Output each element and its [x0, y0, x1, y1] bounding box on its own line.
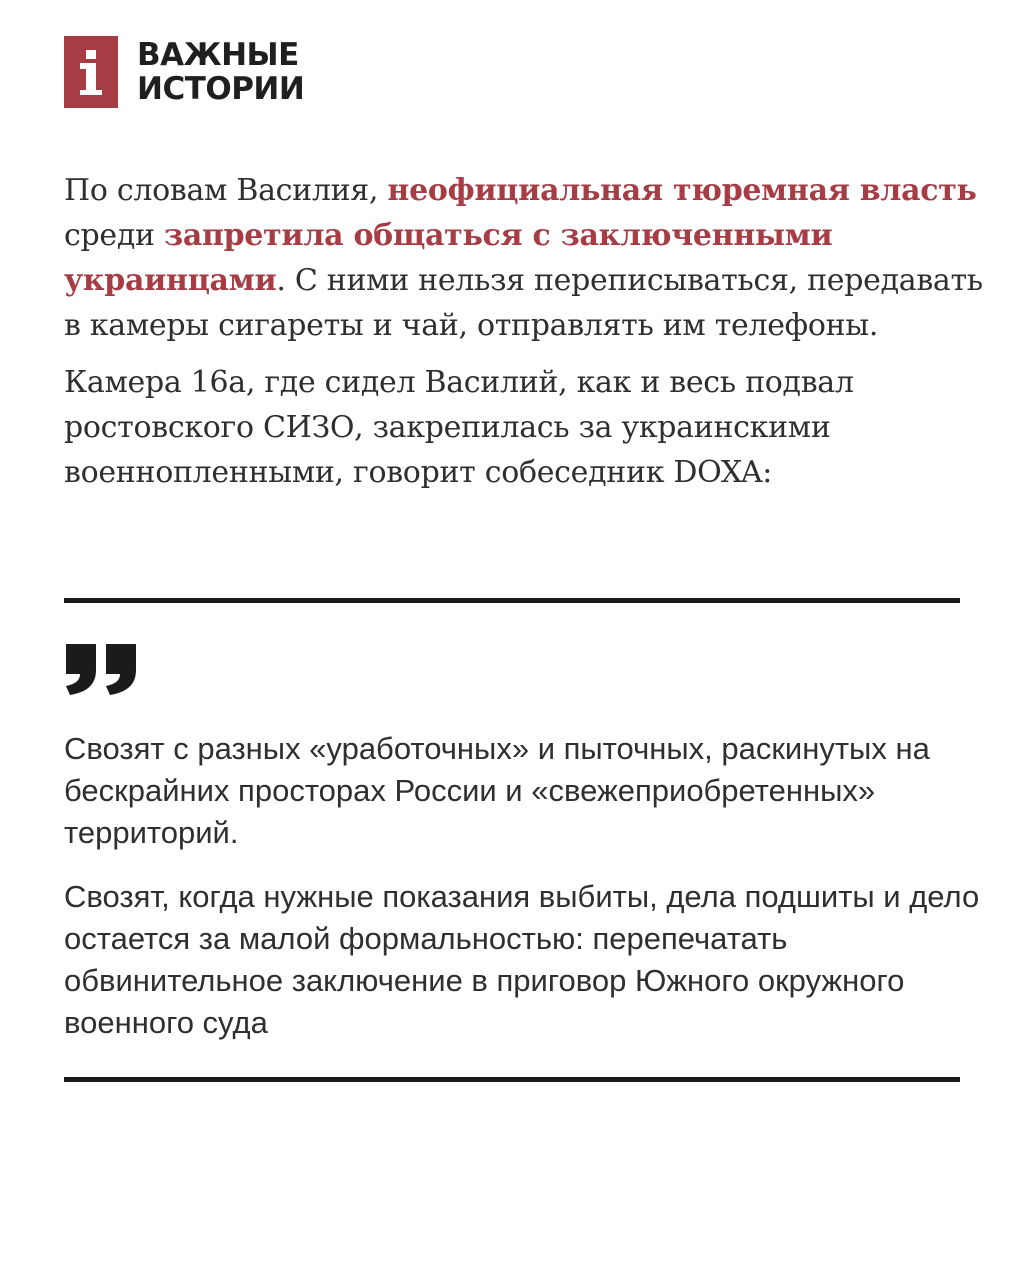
brand-line-2: ИСТОРИИ — [137, 71, 305, 107]
brand-name — [137, 38, 304, 106]
intro-paragraph-1 — [64, 168, 994, 348]
brand-line-1: ВАЖНЫЕ — [137, 37, 299, 73]
quote-divider-top — [64, 598, 960, 603]
quote-paragraph-1: Свозят с разных «уработочных» и пыточных, раскинутых на бескрайних просторах России и «свежеприобретенных» территорий. — [64, 731, 930, 850]
intro-paragraph-2: Камера 16а, где сидел Василий, как и весь подвал ростовского СИЗО, закрепилась за украинскими военнопленными, говорит собеседник DOXA: — [64, 365, 854, 490]
quote-divider-bottom — [64, 1077, 960, 1082]
logo-i-icon — [64, 36, 118, 108]
closing-quote-icon — [64, 640, 140, 696]
quote-paragraph-2: Свозят, когда нужные показания выбиты, дела подшиты и дело остается за малой формальностью: перепечатать обвинительное заключение в приговор Южного окружного военного суда — [64, 879, 980, 1040]
article-intro — [64, 168, 994, 507]
intro-text-2: среди — [64, 218, 164, 253]
highlight-2: запретила общаться с заключенными украинцами — [64, 218, 833, 298]
quote-block — [64, 728, 994, 1066]
intro-text-1: По словам Василия, — [64, 173, 388, 208]
highlight-1: неофициальная тюремная власть — [387, 173, 977, 208]
intro-text-3: . С ними нельзя переписываться, передавать в камеры сигареты и чай, отправлять им телефоны. — [64, 263, 983, 343]
